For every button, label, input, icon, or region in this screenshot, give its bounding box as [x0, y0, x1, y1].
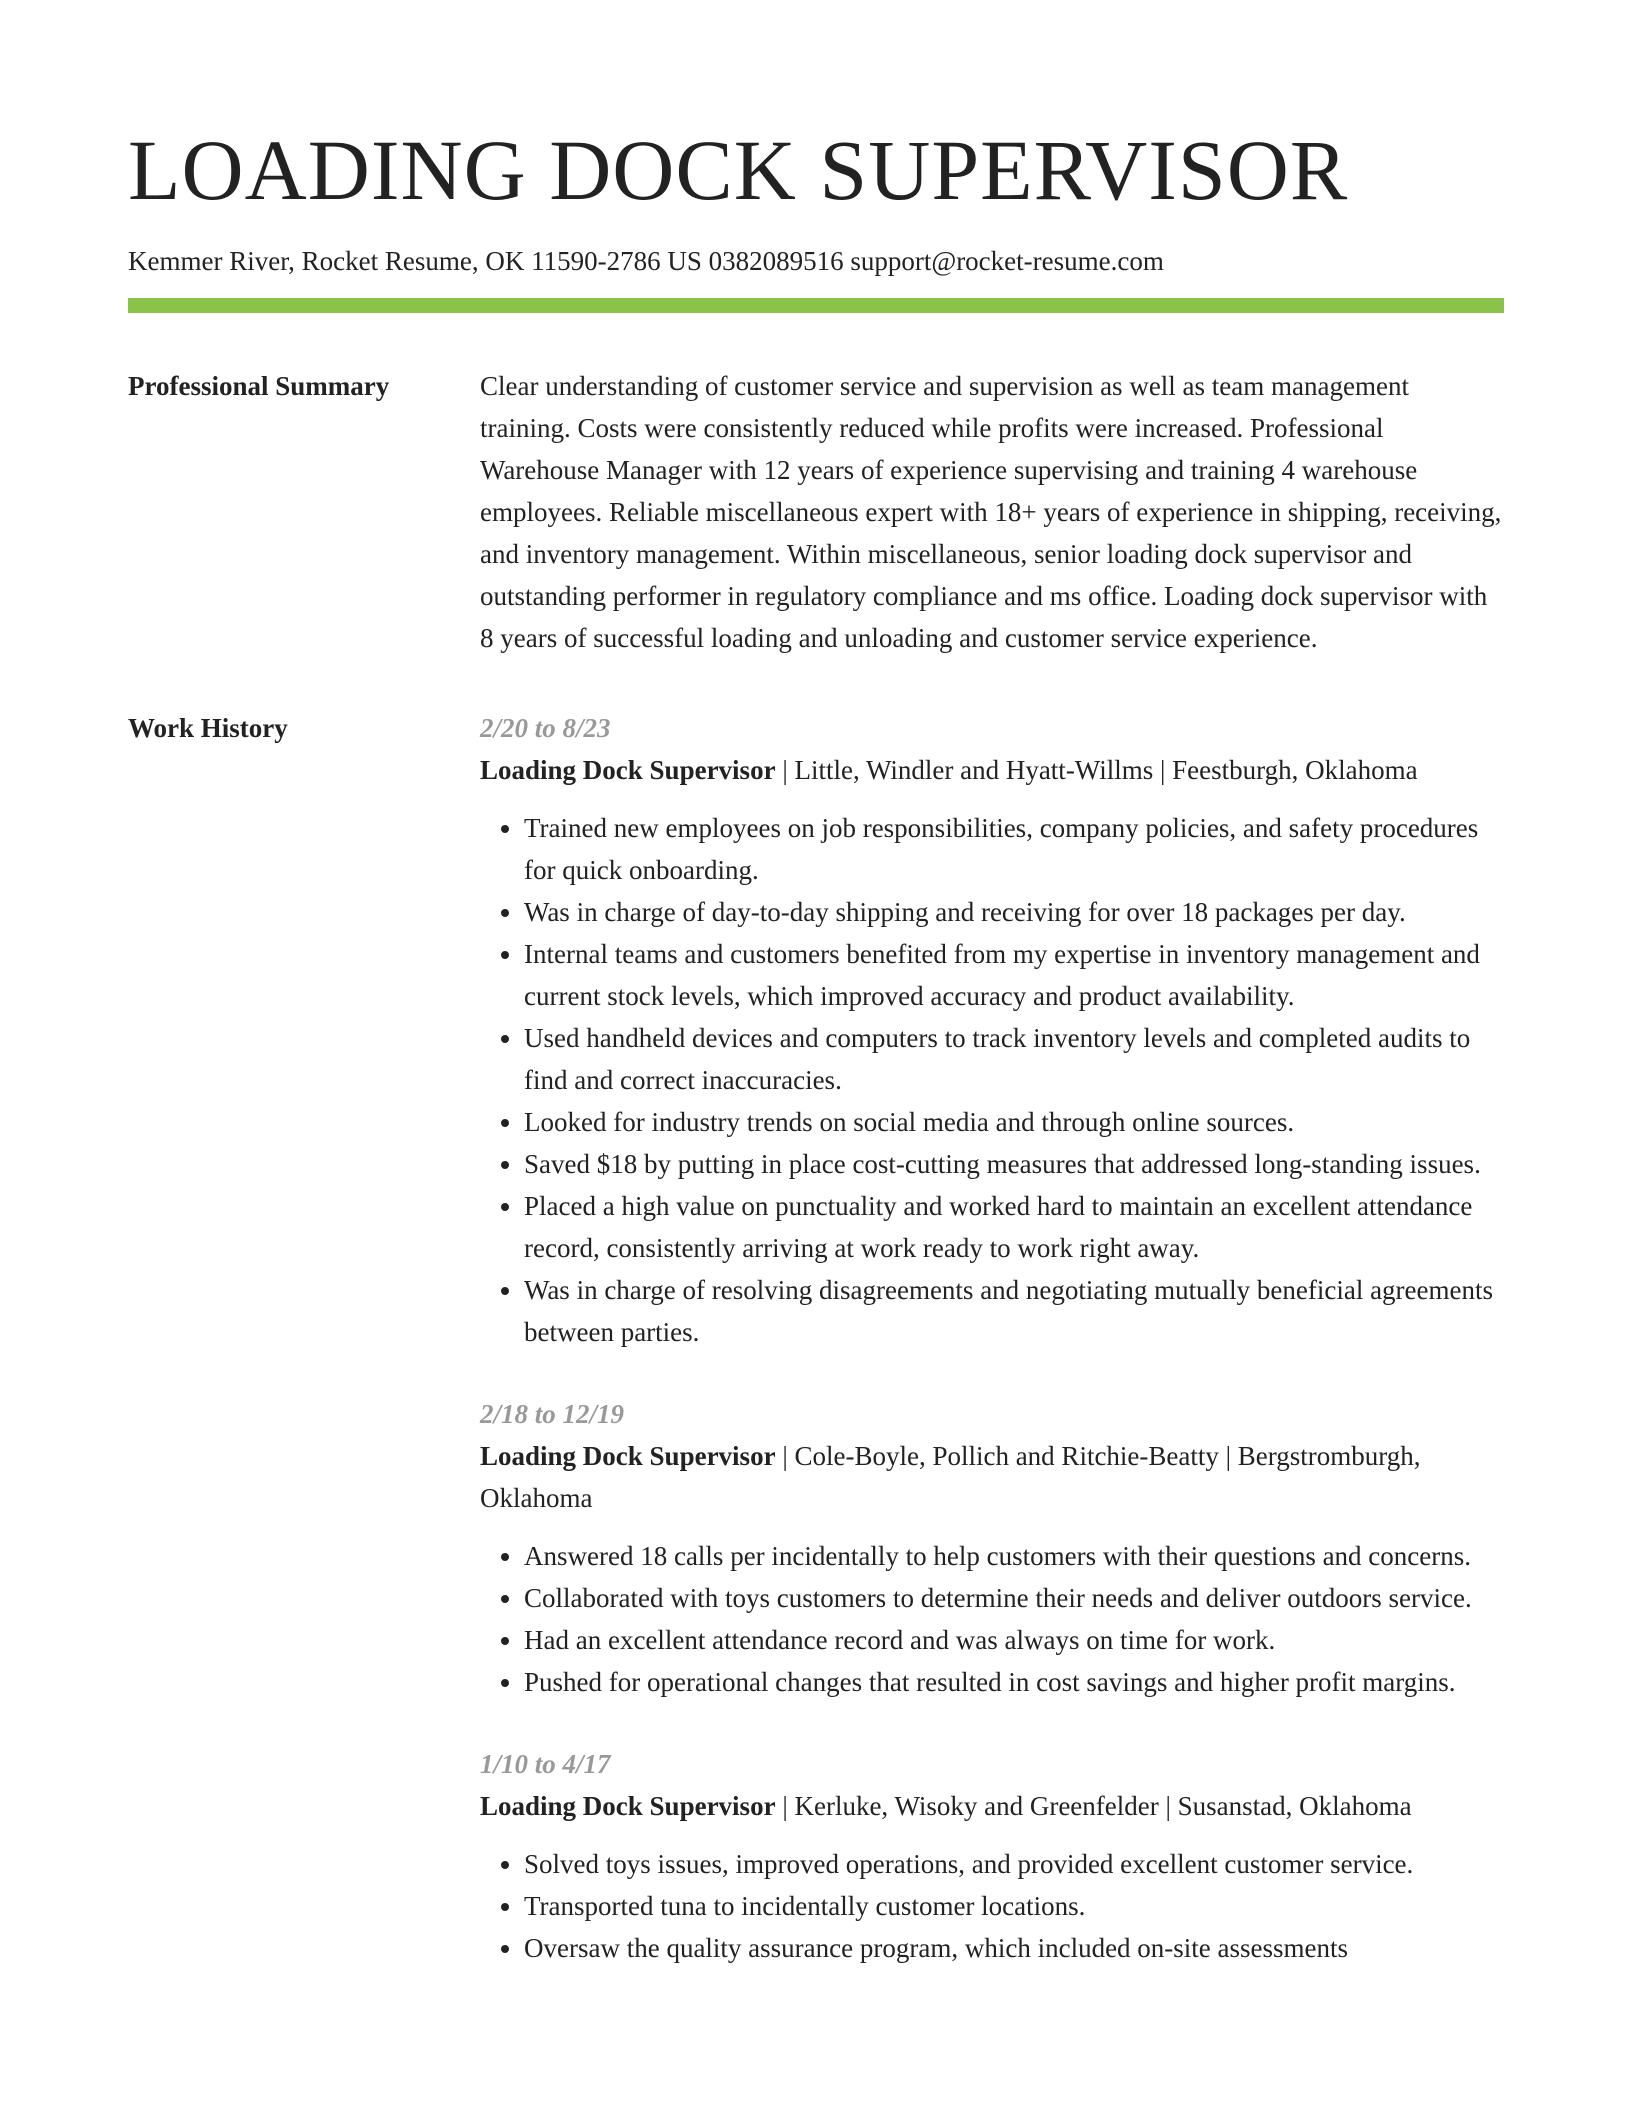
- job-entry: [480, 1743, 1504, 1969]
- job-entry: [480, 707, 1504, 1353]
- job-bullet: • Transported tuna to incidentally customer locations.: [524, 1885, 1504, 1927]
- job-title: Loading Dock Supervisor: [480, 1791, 776, 1821]
- job-bullet: • Pushed for operational changes that resulted in cost savings and higher profit margins.: [524, 1661, 1504, 1703]
- job-bullet: • Internal teams and customers benefited from my expertise in inventory management and current stock levels, which improved accuracy and product availability.: [524, 933, 1504, 1017]
- job-dates: 2/20 to 8/23: [480, 713, 611, 743]
- job-bullet: • Used handheld devices and computers to track inventory levels and completed audits to find and correct inaccuracies.: [524, 1017, 1504, 1101]
- job-heading: [480, 1785, 1504, 1827]
- job-heading: [480, 749, 1504, 791]
- job-entry: [480, 1393, 1504, 1703]
- job-bullet: • Placed a high value on punctuality and worked hard to maintain an excellent attendance record, consistently arriving at work ready to work right away.: [524, 1185, 1504, 1269]
- job-bullet: • Answered 18 calls per incidentally to help customers with their questions and concerns.: [524, 1535, 1504, 1577]
- professional-summary-section: [128, 365, 1504, 659]
- job-title: Loading Dock Supervisor: [480, 755, 776, 785]
- job-heading: [480, 1435, 1504, 1519]
- resume-page: [128, 120, 1504, 2009]
- job-title: Loading Dock Supervisor: [480, 1441, 776, 1471]
- job-bullet: • Was in charge of day-to-day shipping and receiving for over 18 packages per day.: [524, 891, 1504, 933]
- job-bullets: [480, 1535, 1504, 1703]
- job-bullet: • Had an excellent attendance record and was always on time for work.: [524, 1619, 1504, 1661]
- job-bullets: [480, 1843, 1504, 1969]
- job-employer-location: | Cole-Boyle, Pollich and Ritchie-Beatty | Bergstromburgh, Oklahoma: [480, 1441, 1421, 1513]
- summary-text: Clear understanding of customer service and supervision as well as team management training. Costs were consistently reduced while profits were increased. Professional Warehouse Manager with 12 years of experience supervising and training 4 warehouse employees. Reliable miscellaneous expert with 18+ years of experience in shipping, receiving, and inventory management. Within miscellaneous, senior loading dock supervisor and outstanding performer in regulatory compliance and ms office. Loading dock supervisor with 8 years of successful loading and unloading and customer service experience.: [480, 371, 1502, 653]
- resume-title: LOADING DOCK SUPERVISOR: [128, 122, 1349, 218]
- job-bullet: • Oversaw the quality assurance program, which included on-site assessments: [524, 1927, 1504, 1969]
- job-bullet: • Was in charge of resolving disagreements and negotiating mutually beneficial agreements between parties.: [524, 1269, 1504, 1353]
- job-employer-location: | Kerluke, Wisoky and Greenfelder | Susanstad, Oklahoma: [775, 1791, 1412, 1821]
- work-history-body: [480, 707, 1504, 2009]
- job-employer-location: | Little, Windler and Hyatt-Willms | Feestburgh, Oklahoma: [775, 755, 1418, 785]
- job-bullet: • Looked for industry trends on social media and through online sources.: [524, 1101, 1504, 1143]
- job-bullet: • Solved toys issues, improved operations, and provided excellent customer service.: [524, 1843, 1504, 1885]
- job-dates: 2/18 to 12/19: [480, 1399, 625, 1429]
- section-label-summary: Professional Summary: [128, 371, 390, 401]
- summary-body: [480, 365, 1504, 659]
- job-bullets: [480, 807, 1504, 1353]
- section-label-work-history: Work History: [128, 713, 288, 743]
- job-dates: 1/10 to 4/17: [480, 1749, 611, 1779]
- job-bullet: • Collaborated with toys customers to determine their needs and deliver outdoors service.: [524, 1577, 1504, 1619]
- work-history-section: [128, 707, 1504, 2009]
- header-divider: [128, 298, 1504, 313]
- contact-line: Kemmer River, Rocket Resume, OK 11590-2786 US 0382089516 support@rocket-resume.com: [128, 246, 1164, 276]
- job-bullet: • Saved $18 by putting in place cost-cutting measures that addressed long-standing issues.: [524, 1143, 1504, 1185]
- job-bullet: • Trained new employees on job responsibilities, company policies, and safety procedures for quick onboarding.: [524, 807, 1504, 891]
